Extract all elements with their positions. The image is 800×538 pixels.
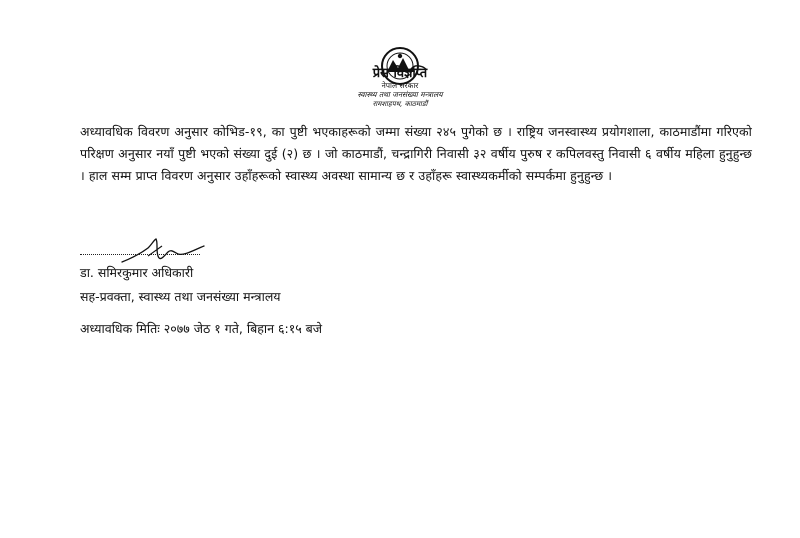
updated-timestamp: अध्यावधिक मितिः २०७७ जेठ १ गते, बिहान ६:१५ बजे xyxy=(80,321,323,336)
seal-line3: रामशाहपथ, काठमाडौं xyxy=(372,100,428,108)
ministry-seal-icon xyxy=(335,46,465,108)
release-body-paragraph: अध्यावधिक विवरण अनुसार कोभिड-१९, का पुष्टी भएकाहरूको जम्मा संख्या २४५ पुगेको छ । राष्ट्रिय जनस्वास्थ्य प्रयोगशाला, काठमाडौंमा गरिएको परिक्षण अनुसार नयाँ पुष्टी भएको संख्या दुई (२) छ । जो काठमाडौं, चन्द्रागिरी निवासी ३२ वर्षीय पुरुष र कपिलवस्तु निवासी ६ वर्षीय महिला हुनुहुन्छ । हाल सम्म प्राप्त विवरण अनुसार उहाँहरूको स्वास्थ्य अवस्था सामान्य छ र उहाँहरू स्वास्थ्यकर्मीको सम्पर्कमा हुनुहुन्छ । xyxy=(80,124,752,183)
signer-title: सह-प्रवक्ता, स्वास्थ्य तथा जनसंख्या मन्त्रालय xyxy=(80,289,281,304)
seal-line1: नेपाल सरकार xyxy=(381,81,419,90)
signer-name: डा. समिरकुमार अधिकारी xyxy=(80,265,194,280)
seal-title: प्रेस विज्ञप्ति xyxy=(372,66,428,81)
seal-line2: स्वास्थ्य तथा जनसंख्या मन्त्रालय xyxy=(357,90,443,99)
